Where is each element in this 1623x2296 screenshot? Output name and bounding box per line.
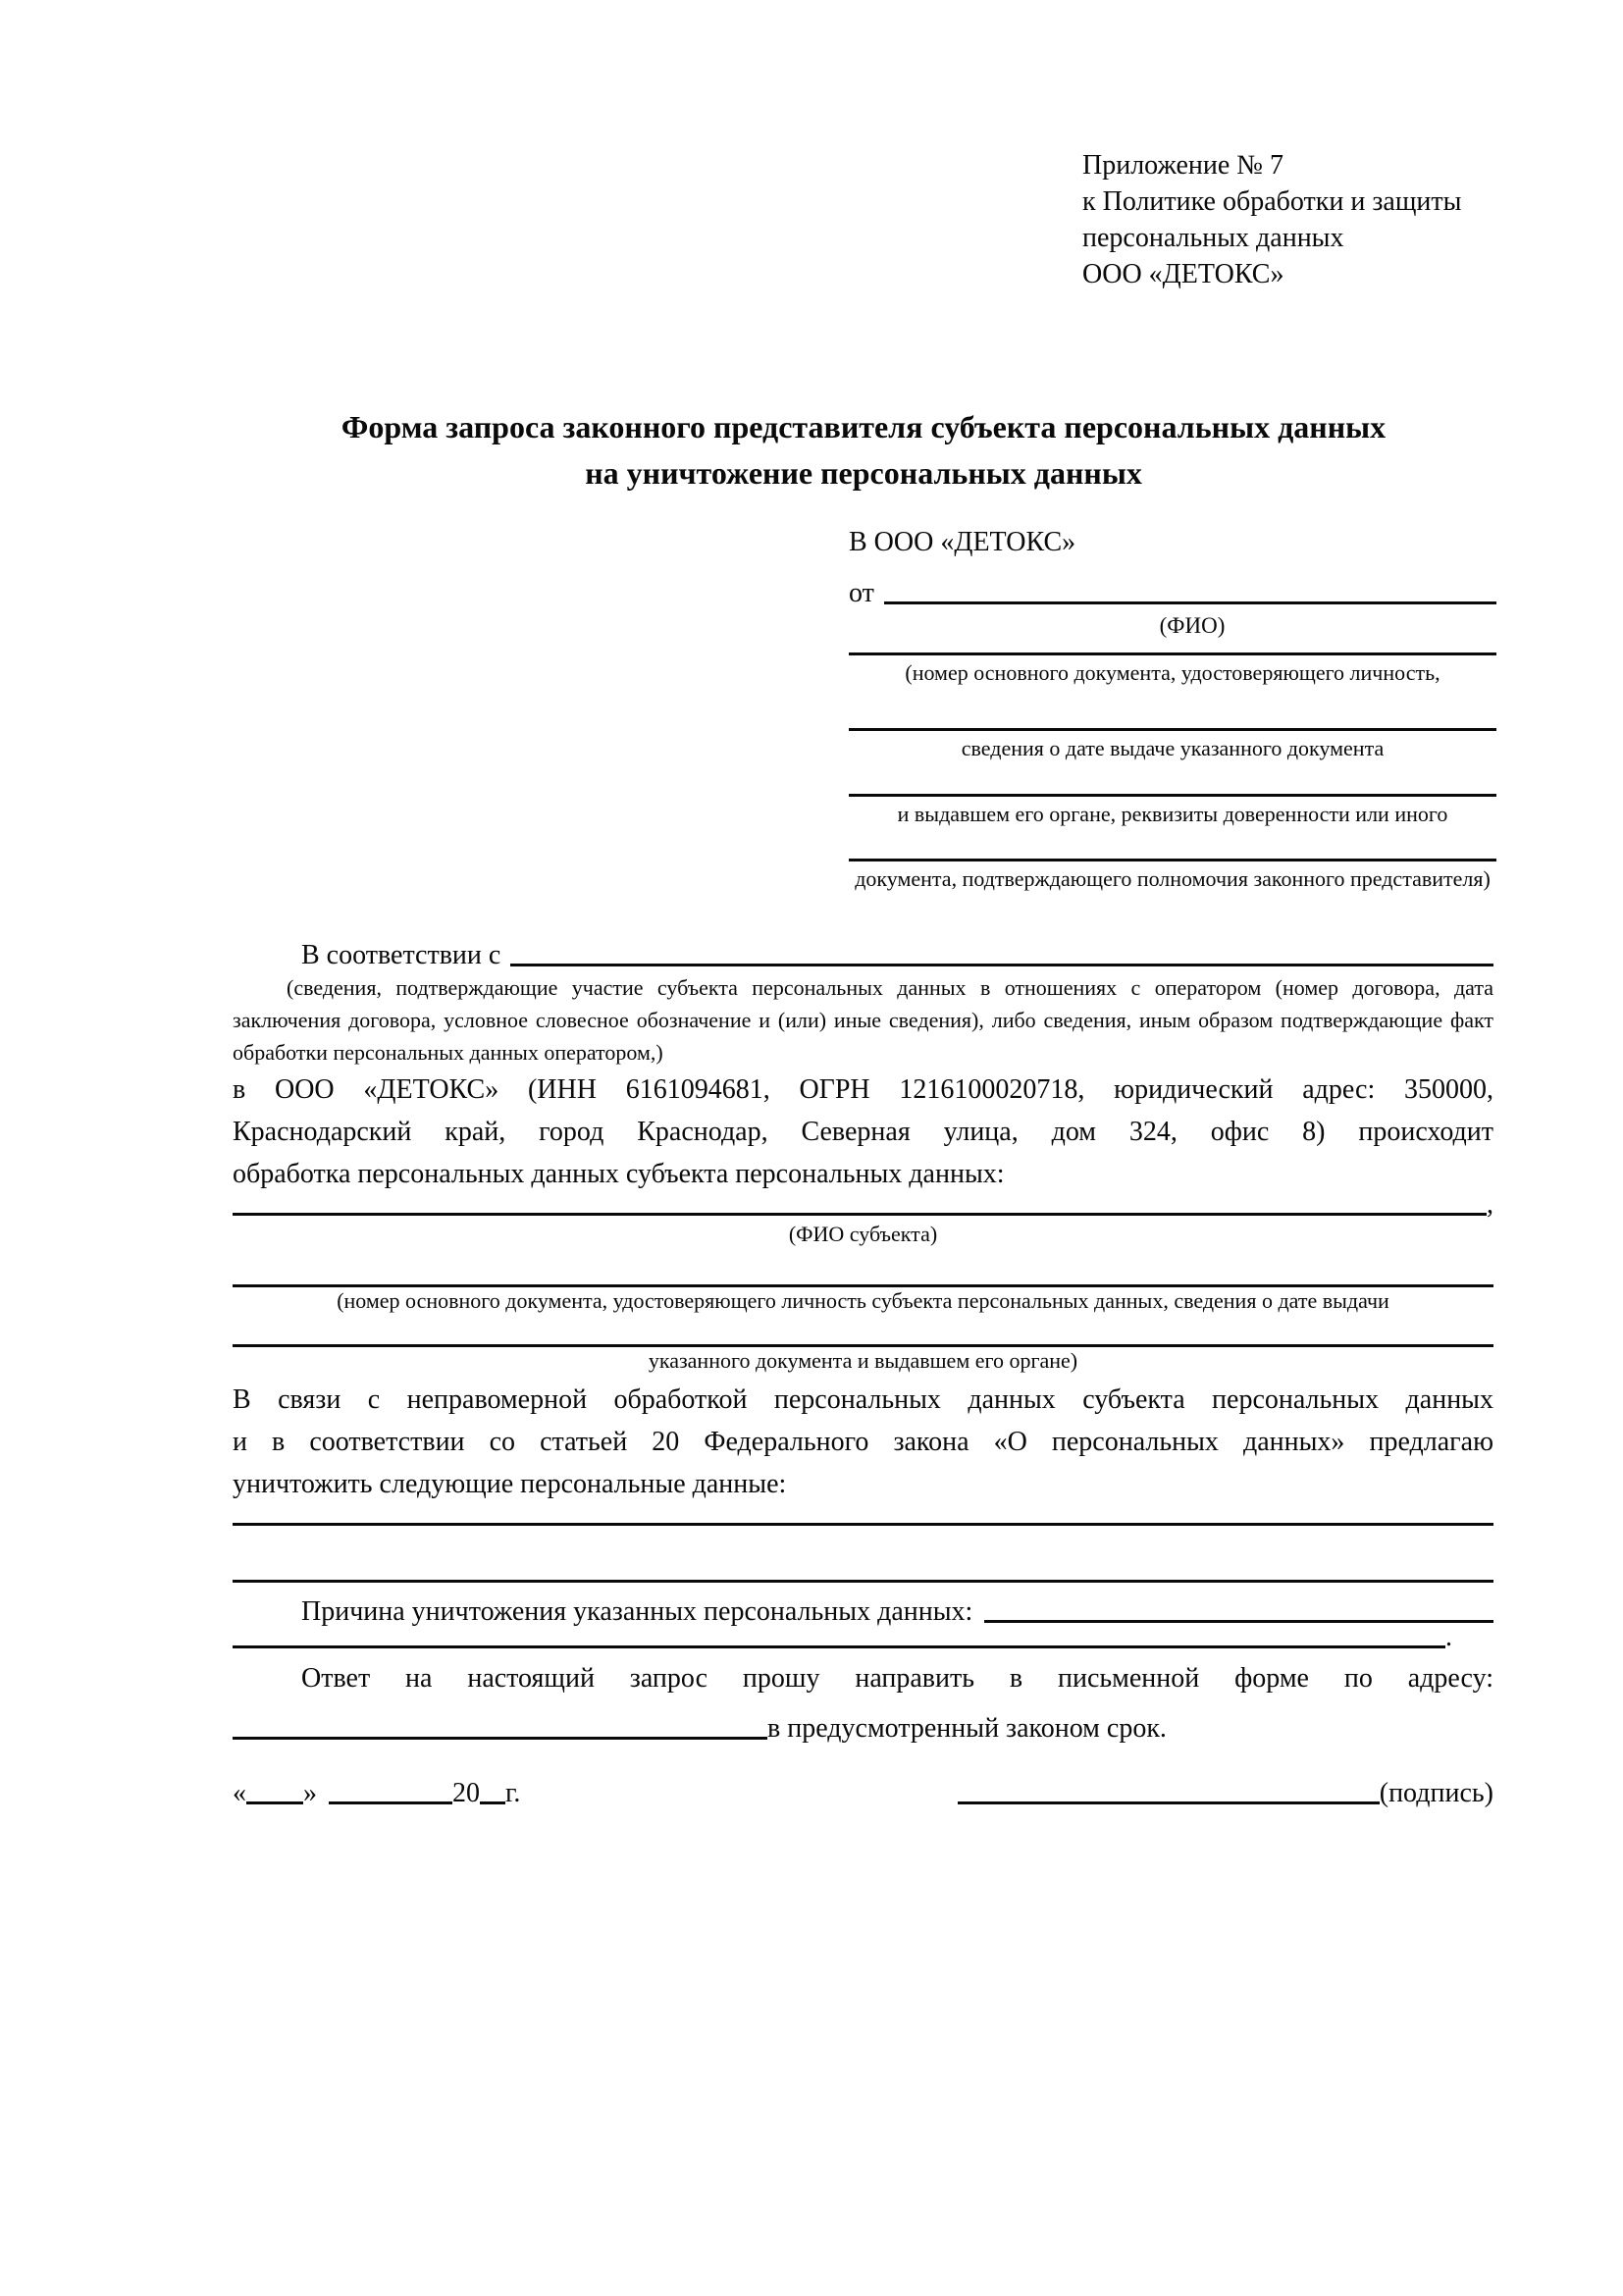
quote-open: « (233, 1778, 246, 1808)
reply-paragraph-line: Ответ на настоящий запрос прошу направить в письменной форме по адресу: (301, 1663, 1493, 1694)
reply-tail-text: в предусмотренный законом срок. (767, 1713, 1167, 1744)
according-caption-line: обработки персональных данных оператором,) (233, 1040, 663, 1065)
appendix-block (1082, 147, 1461, 292)
body-block (233, 930, 1493, 1745)
appendix-line: ООО «ДЕТОКС» (1082, 259, 1284, 289)
according-blank-line (510, 964, 1493, 966)
appendix-line: персональных данных (1082, 223, 1344, 253)
blank-line (849, 652, 1496, 655)
footer-row (233, 1778, 1493, 1809)
according-row (233, 930, 1493, 971)
subject-doc-blank-line (233, 1315, 1493, 1347)
operator-paragraph-line: обработка персональных данных субъекта персональных данных: (233, 1159, 1005, 1189)
subject-fio-blank-row (233, 1189, 1493, 1221)
blank-line-caption: сведения о дате выдаче указанного документа (961, 736, 1385, 760)
operator-paragraph-line: Краснодарский край, город Краснодар, Северная улица, дом 324, офис 8) происходит (233, 1117, 1493, 1147)
signature-caption: (подпись) (1379, 1778, 1493, 1808)
signature-group (958, 1778, 1493, 1809)
fio-caption: (ФИО) (1159, 613, 1226, 638)
reply-row (233, 1657, 1493, 1699)
request-paragraph-line: и в соответствии со статьей 20 Федерального закона «О персональных данных» предлагаю (233, 1427, 1493, 1457)
according-caption-line: заключения договора, условное словесное обозначение и (или) иные сведения), либо сведения, иным образом подтверждающие факт (233, 1008, 1493, 1032)
comma-mark: , (1487, 1189, 1493, 1220)
reason-label: Причина уничтожения указанных персональных данных: (301, 1596, 973, 1627)
addressee-from-row (849, 578, 1496, 609)
appendix-line: к Политике обработки и защиты (1082, 186, 1462, 217)
reply-address-row (233, 1699, 1493, 1745)
date-day-blank (246, 1801, 303, 1804)
blank-line (849, 794, 1496, 797)
blank-line-caption: документа, подтверждающего полномочия законного представителя) (855, 866, 1491, 891)
date-group (233, 1778, 520, 1809)
blank-line (849, 728, 1496, 731)
request-paragraph-line: уничтожить следующие персональные данные: (233, 1469, 787, 1499)
document-title (182, 404, 1545, 496)
subject-doc-caption: указанного документа и выдавшем его органе) (648, 1348, 1078, 1373)
addressee-block (849, 527, 1496, 905)
year-prefix: 20 (452, 1778, 480, 1808)
according-label: В соответствии с (301, 940, 501, 970)
from-label: от (849, 578, 874, 608)
period-mark: . (1445, 1622, 1452, 1652)
subject-fio-blank-line (233, 1213, 1487, 1216)
data-to-destroy-blank-line (233, 1505, 1493, 1526)
operator-paragraph-line: в ООО «ДЕТОКС» (ИНН 6161094681, ОГРН 1216100020718, юридический адрес: 350000, (233, 1074, 1493, 1105)
year-suffix: г. (505, 1778, 521, 1808)
subject-fio-caption: (ФИО субъекта) (788, 1222, 938, 1246)
reason-row (233, 1583, 1493, 1628)
subject-doc-caption: (номер основного документа, удостоверяющего личность субъекта персональных данных, сведения о дате выдачи (337, 1288, 1389, 1313)
document-title-line: на уничтожение персональных данных (585, 455, 1142, 491)
signature-blank-line (958, 1801, 1380, 1804)
date-month-blank (329, 1801, 452, 1804)
data-to-destroy-blank-line (233, 1526, 1493, 1583)
blank-line-caption: (номер основного документа, удостоверяющего личность, (905, 660, 1440, 685)
request-paragraph-line: В связи с неправомерной обработкой персональных данных субъекта персональных данных (233, 1384, 1493, 1415)
appendix-line: Приложение № 7 (1082, 150, 1283, 181)
blank-line-caption: и выдавшем его органе, реквизиты доверенности или иного (897, 802, 1448, 826)
quote-close: » (303, 1778, 317, 1808)
subject-doc-blank-line (233, 1248, 1493, 1287)
reason-blank-line (233, 1645, 1445, 1648)
reason-blank-line (984, 1620, 1493, 1623)
document-title-line: Форма запроса законного представителя субъекта персональных данных (340, 409, 1387, 444)
addressee-to: В ООО «ДЕТОКС» (849, 527, 1076, 557)
date-year-blank (480, 1801, 505, 1804)
blank-line (849, 859, 1496, 861)
address-blank-line (233, 1737, 767, 1740)
reason-blank-row (233, 1622, 1493, 1653)
from-blank-line (884, 601, 1496, 604)
according-caption-line: (сведения, подтверждающие участие субъекта персональных данных в отношениях с оператором (номер договора, дата (287, 975, 1493, 1000)
